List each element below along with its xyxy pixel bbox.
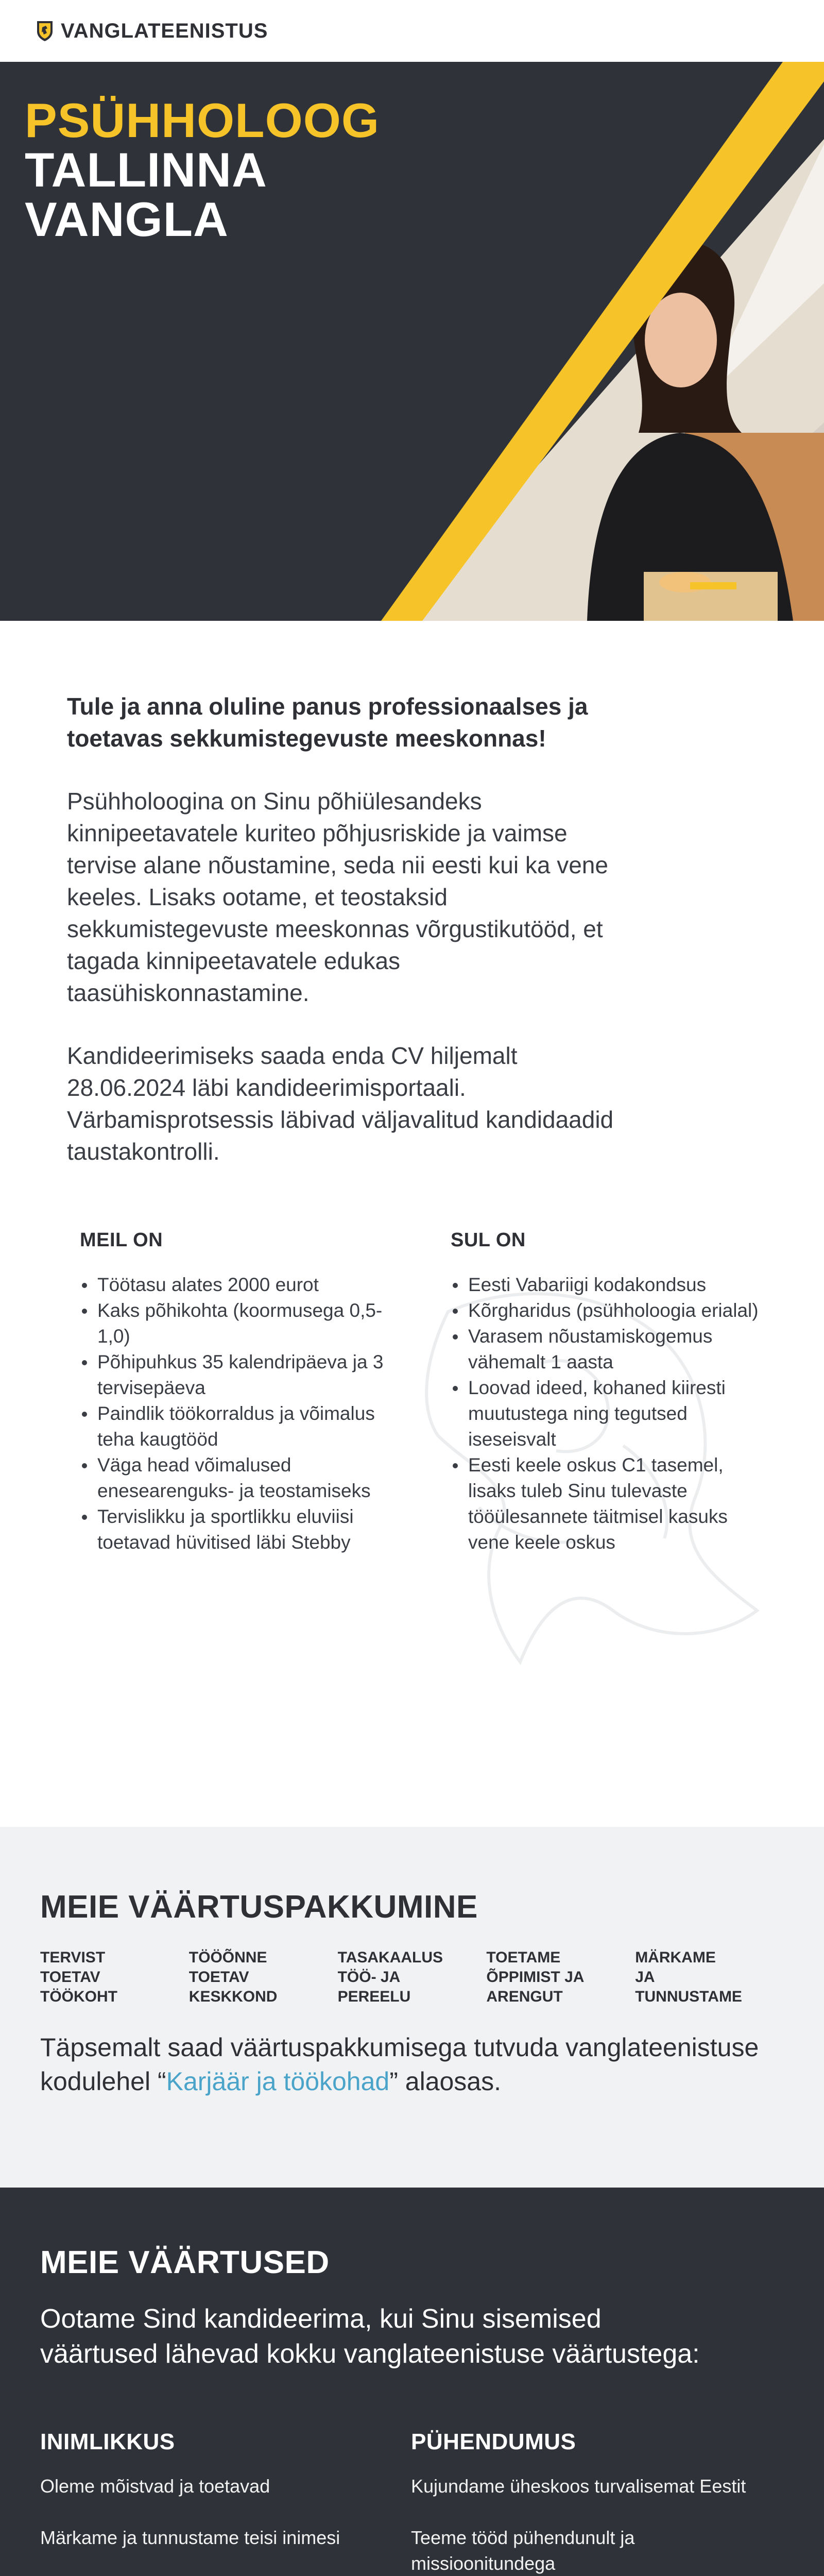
top-header [0, 0, 824, 62]
intro-paragraph-2: Kandideerimiseks saada enda CV hiljemalt 28.06.2024 läbi kandideerimisportaali. Värbamisprotsessis läbivad väljavalitud kandidaadid taustakontrolli. [67, 1042, 614, 1165]
you-have-title: SUL ON [451, 1229, 526, 1251]
value-dedication [411, 2429, 751, 2576]
hero-title-line3: VANGLA [25, 192, 229, 246]
hero-title-line1: PSÜHHOLOOG [25, 93, 380, 147]
brand-name: VANGLATEENISTUS [61, 19, 268, 42]
list-item: Kõrgharidus (psühholoogia erialal) [451, 1298, 760, 1324]
list-item: Kaks põhikohta (koormusega 0,5-1,0) [80, 1298, 394, 1349]
value-item: TASAKAALUS TÖÖ- JA PEREELU [337, 1949, 443, 2005]
value-humanity-title: INIMLIKKUS [40, 2429, 175, 2454]
list-item: Loovad ideed, kohaned kiiresti muutustega ning tegutsed iseseisvalt [451, 1375, 760, 1452]
values-grid [40, 2429, 784, 2576]
value-proposition-section [0, 1827, 824, 2188]
list-item: Eesti Vabariigi kodakondsus [451, 1272, 760, 1298]
hero-title [25, 93, 380, 246]
list-item: Oleme mõistvad ja toetavad [40, 2476, 270, 2497]
value-dedication-title: PÜHENDUMUS [411, 2429, 576, 2454]
value-proposition-items [40, 1948, 784, 2007]
value-item: TÖÖÕNNE TOETAV KESKKOND [188, 1949, 278, 2005]
top-logo[interactable] [36, 20, 268, 43]
list-item: Töötasu alates 2000 eurot [80, 1272, 394, 1298]
list-item: Väga head võimalused enesearenguks- ja teostamiseks [80, 1452, 394, 1504]
values-section [0, 2188, 824, 2576]
value-proposition-title: MEIE VÄÄRTUSPAKKUMINE [40, 1889, 478, 1925]
value-item: TOETAME ÕPPIMIST JA ARENGUT [486, 1949, 585, 2005]
list-item: Märkame ja tunnustame teisi inimesi [40, 2527, 340, 2548]
list-item: Põhipuhkus 35 kalendripäeva ja 3 tervisepäeva [80, 1349, 394, 1401]
shield-lion-icon [36, 20, 54, 42]
hero-title-line2: TALLINNA [25, 143, 267, 197]
values-lead: Ootame Sind kandideerima, kui Sinu sisemised väärtused lähevad kokku vanglateenistuse väärtustega: [40, 2304, 700, 2369]
offers-section [67, 1229, 757, 1863]
you-have-list [451, 1272, 760, 1555]
list-item: Eesti keele oskus C1 tasemel, lisaks tuleb Sinu tulevaste tööülesannete täitmisel kasuks vene keele oskus [451, 1452, 760, 1555]
hero-banner [0, 62, 824, 621]
you-have-column [451, 1229, 760, 1555]
value-proposition-text: Täpsemalt saad väärtuspakkumisega tutvuda vanglateenistuse kodulehel “Karjäär ja töökohad” alaosas. [40, 2033, 759, 2096]
intro-lead: Tule ja anna oluline panus professionaalses ja toetavas sekkumistegevuste meeskonnas! [67, 693, 588, 752]
value-item: MÄRKAME JA TUNNUSTAME [635, 1949, 742, 2005]
list-item: Teeme tööd pühendunult ja missioonitundega [411, 2527, 635, 2574]
list-item: Kujundame üheskoos turvalisemat Eestit [411, 2476, 746, 2497]
list-item: Varasem nõustamiskogemus vähemalt 1 aasta [451, 1324, 760, 1375]
we-offer-column [80, 1229, 409, 1555]
value-item: TERVIST TOETAV TÖÖKOHT [40, 1949, 117, 2005]
values-title: MEIE VÄÄRTUSED [40, 2245, 330, 2280]
we-offer-title: MEIL ON [80, 1229, 163, 1251]
intro-section [0, 621, 824, 1863]
career-link[interactable]: Karjäär ja töökohad [166, 2067, 390, 2096]
intro-paragraph-1: Psühholoogina on Sinu põhiülesandeks kinnipeetavatele kuriteo põhjusriskide ja vaimse tervise alane nõustamine, seda nii eesti kui ka vene keeles. Lisaks ootame, et teostaksid sekkumistegevuste meeskonnas võrgustikutööd, et tagada kinnipeetavatele edukas taasühiskonnastamine. [67, 788, 608, 1006]
value-humanity [40, 2429, 380, 2576]
list-item: Tervislikku ja sportlikku eluviisi toetavad hüvitised läbi Stebby [80, 1504, 394, 1555]
we-offer-list [80, 1272, 394, 1555]
list-item: Paindlik töökorraldus ja võimalus teha kaugtööd [80, 1401, 394, 1452]
